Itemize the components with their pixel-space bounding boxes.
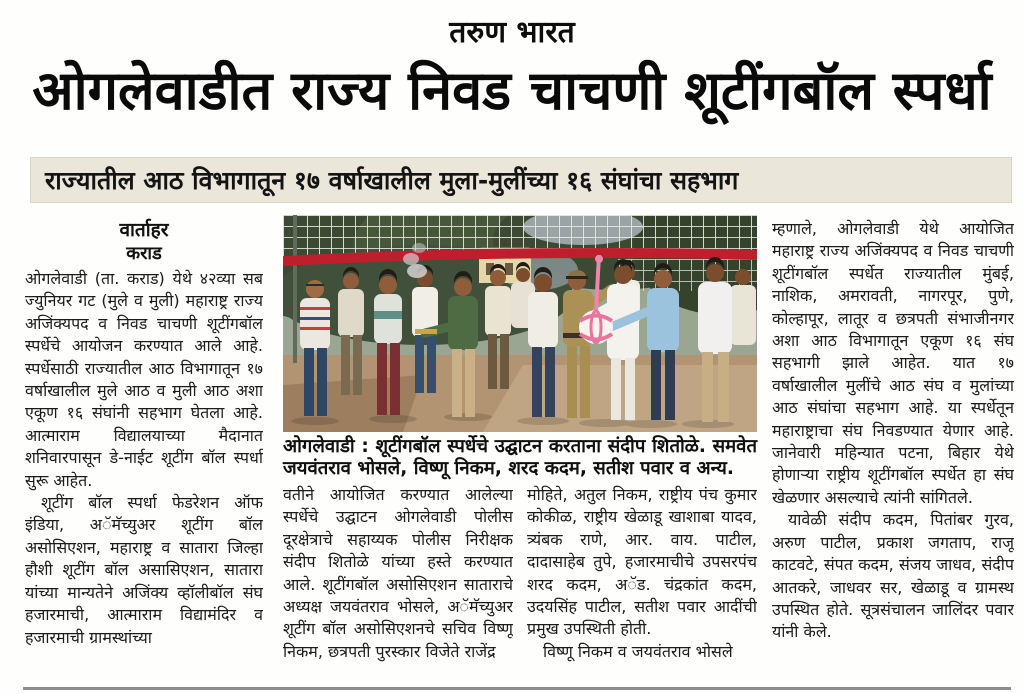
column-1: [25, 218, 263, 686]
masthead: तरुण भारत: [449, 15, 575, 50]
body-paragraph: विष्णू निकम व जयवंतराव भोसले: [543, 641, 733, 661]
bottom-divider: [23, 687, 1011, 690]
body-paragraph: ओगलेवाडी (ता. कराड) येथे ४२व्या सब ज्युनियर गट (मुले व मुली) महाराष्ट्र राज्य अजिंक्यपद व निवड चाचणी शूटींगबॉल स्पर्धेचे आयोजन करण्यात आले आहे. स्पर्धेसाठी राज्यातील आठ विभागातून १७ वर्षाखालील मुले आठ व मुली आठ अशा एकूण १६ संघांनी सहभाग घेतला आहे. आत्माराम विद्यालयाच्या मैदानात शनिवारपासून डे-नाईट शूटींग बॉल स्पर्धा सुरू आहेत.: [25, 269, 263, 490]
subheadline-text: राज्यातील आठ विभागातून १७ वर्षाखालील मुला-मुलींच्या १६ संघांचा सहभाग: [45, 166, 739, 195]
body-paragraph: शूटींग बॉल स्पर्धा फेडरेशन ऑफ इंडिया, अॅमॅच्युअर शूटींग बॉल असोसिएशन, महाराष्ट्र व सातारा जिल्हा हौशी शूटींग बॉल असासिएशन, सातारा यांच्या मान्यतेने अजिंक्य व्हॉलीबॉल संघ हजारमाची, आत्माराम विद्यामंदिर व हजारमाची ग्रामस्थांच्या: [25, 493, 263, 647]
byline-place: कराड: [126, 243, 162, 264]
photo-caption: ओगलेवाडी : शूटींगबॉल स्पर्धेचे उद्घाटन करताना संदीप शितोळे. समवेत जयवंतराव भोसले, विष्णू निकम, शरद कदम, सतीश पवार व अन्य.: [283, 436, 757, 479]
column-4: [772, 218, 1014, 686]
byline-role: वार्ताहर: [119, 219, 169, 241]
body-paragraph: यावेळी संदीप कदम, पितांबर गुरव, अरुण पाटील, प्रकाश जगताप, राजू काटवटे, संपत कदम, संजय जाधव, संदीप आतकरे, जाधवर सर, खेळाडू व ग्रामस्थ उपस्थित होते. सूत्रसंचालन जालिंदर पवार यांनी केले.: [772, 510, 1014, 642]
body-paragraph: म्हणाले, ओगलेवाडी येथे आयोजित महाराष्ट्र राज्य अजिंक्यपद व निवड चाचणी शूटींगबॉल स्पर्धेत राज्यातील मुंबई, नाशिक, अमरावती, नागरपूर, पुणे, कोल्हापूर, लातूर व छत्रपती संभाजीनगर अशा आठ विभागातून एकूण १६ संघ सहभागी झाले आहेत. यात १७ वर्षाखालील मुलींचे आठ संघ व मुलांच्या आठ संघांचा सहभाग आहे. या स्पर्धेतून महाराष्ट्राचा संघ निवडण्यात येणार आहे. जानेवारी महिन्यात पटना, बिहार येथे होणाऱ्या राष्ट्रीय शूटींगबॉल स्पर्धेत हा संघ खेळणार असल्याचे त्यांनी सांगितले.: [772, 219, 1014, 507]
body-paragraph: मोहिते, अतुल निकम, राष्ट्रीय पंच कुमार कोकीळ, राष्ट्रीय खेळाडू खाशाबा यादव, त्र्यंबक राणे, आर. वाय. पाटील, दादासाहेब तुपे, हजारमाचीचे उपसरपंच शरद कदम, अॅड. चंद्रकांत कदम, उदयसिंह पाटील, सतीश पवार आदींची प्रमुख उपस्थिती होती.: [527, 485, 757, 639]
inauguration-photo: [283, 215, 757, 432]
subheadline-bar: [30, 157, 1012, 203]
headline: ओगलेवाडीत राज्य निवड चाचणी शूटींगबॉल स्पर्धा: [32, 59, 992, 122]
body-paragraph: वतीने आयोजित करण्यात आलेल्या स्पर्धेचे उद्घाटन ओगलेवाडी पोलीस दूरक्षेत्राचे सहाय्यक पोलीस निरीक्षक संदीप शितोळे यांच्या हस्ते करण्यात आले. शूटींगबॉल असोसिएशन साताराचे अध्यक्ष जयवंतराव भोसले, अॅमॅच्युअर शूटींग बॉल असोसिएशनचे सचिव विष्णू निकम, छत्रपती पुरस्कार विजेते राजेंद्र: [283, 485, 513, 661]
photo-block: [283, 215, 757, 688]
column-2: [283, 484, 513, 688]
column-3: [527, 484, 757, 688]
